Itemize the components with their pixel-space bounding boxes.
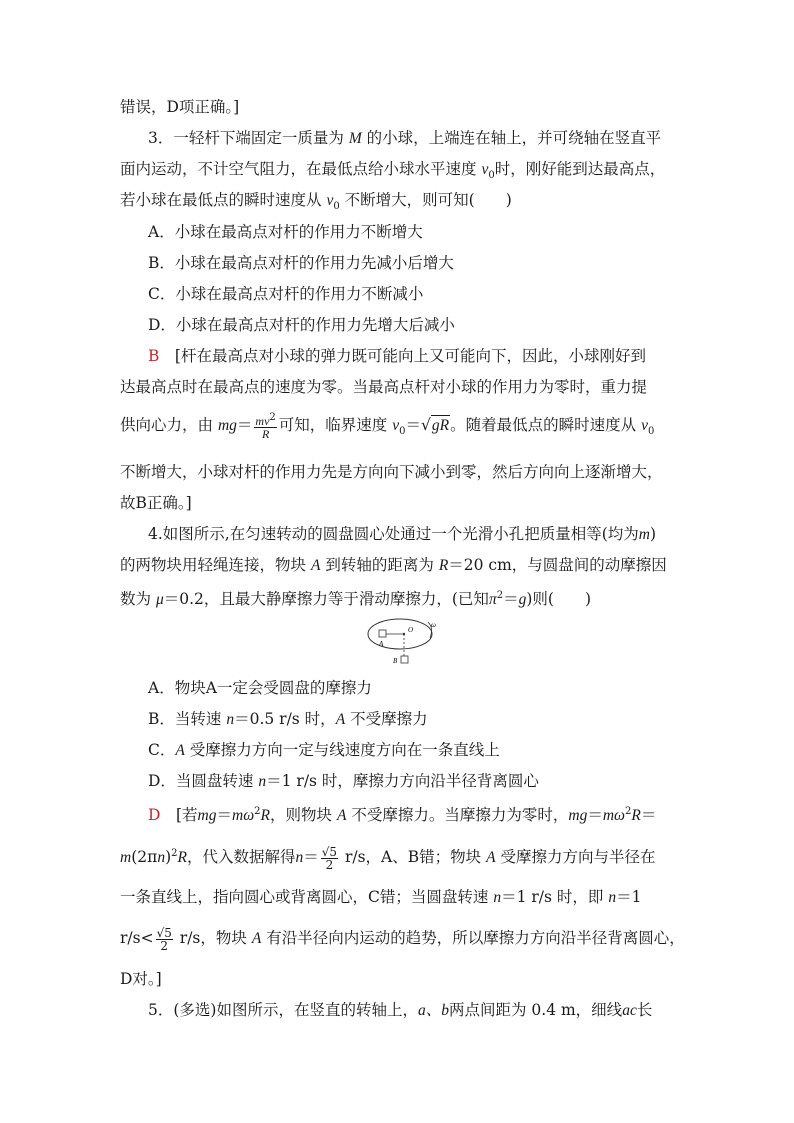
block-A — [379, 630, 386, 637]
option-A: A．物块A一定会受圆盘的摩擦力 — [148, 679, 372, 697]
answer-letter: D — [148, 806, 161, 825]
answer-4-line-5: D对。] — [120, 970, 162, 988]
question-4-line-1: 4.如图所示,在匀速转动的圆盘圆心处通过一个光滑小孔把质量相等(均为m) — [148, 525, 657, 543]
label-O: O — [408, 626, 414, 634]
rotating-disk-figure — [366, 614, 436, 666]
option-D: D．当圆盘转速 n＝1 r/s 时，摩擦力方向沿半径背离圆心 — [148, 772, 539, 790]
label-B: B — [393, 657, 398, 665]
center-hole — [403, 633, 405, 635]
option-B: B．小球在最高点对杆的作用力先减小后增大 — [148, 254, 454, 272]
answer-4-line-3: 一条直线上，指向圆心或背离圆心，C错；当圆盘转速 n＝1 r/s 时，即 n＝1 — [120, 888, 642, 906]
answer-3-line-5: 故B正确。] — [120, 494, 192, 512]
question-3-line-1: 3．一轻杆下端固定一质量为 M 的小球，上端连在轴上，并可绕轴在竖直平 — [148, 129, 662, 147]
answer-3-line-2: 达最高点时在最高点的速度为零。当最高点杆对小球的作用力为零时，重力提 — [120, 378, 648, 396]
question-3-line-3: 若小球在最低点的瞬时速度从 $v_0$ 不断增大，则可知( ) — [120, 191, 512, 213]
option-B: B．当转速 n＝0.5 r/s 时，A 不受摩擦力 — [148, 710, 428, 728]
option-C: C．小球在最高点对杆的作用力不断减小 — [148, 285, 424, 303]
fraction: $\frac{√5}{2}$ — [321, 844, 338, 872]
question-5-line-1: 5．(多选)如图所示，在竖直的转轴上，a、b两点间距为 0.4 m，细线ac长 — [148, 1001, 653, 1019]
label-omega: ω — [431, 621, 436, 629]
question-3-line-2: 面内运动，不计空气阻力，在最低点给小球水平速度 $v_0$时，刚好能到达最高点， — [120, 160, 666, 182]
answer-3-line-4: 不断增大，小球对杆的作用力先是方向向下减小到零，然后方向向上逐渐增大， — [120, 463, 663, 481]
answer-4-line-4: r/s< $\frac{√5}{2}$ r/s，物块 A 有沿半径向内运动的趋势，所以摩擦力方向沿半径背离圆心， — [120, 925, 685, 953]
label-A: A — [379, 640, 384, 648]
question-4-line-2: 的两物块用轻绳连接，物块 A 到转轴的距离为 R＝20 cm，与圆盘间的动摩擦因 — [120, 556, 667, 574]
option-A: A．小球在最高点对杆的作用力不断增大 — [148, 223, 423, 241]
block-B — [401, 656, 408, 663]
option-C: C．A 受摩擦力方向一定与线速度方向在一条直线上 — [148, 741, 500, 759]
answer-3-line-3: 供向心力，由 mg＝ $\frac{mv^2}{R}$ 可知，临界速度 $v_0=√gR$。随着最低点的瞬时速度从 $v_0$ — [120, 412, 655, 441]
fraction: $\frac{mv^2}{R}$ — [255, 412, 276, 441]
answer-letter: B — [148, 347, 160, 365]
answer-4-line-1: D [若$mg=m\omega^2R$，则物块 A 不受摩擦力。当摩擦力为零时，$mg=m\omega^2R=$ — [148, 806, 657, 825]
answer-4-line-2: $m(2\pi n)^2R$，代入数据解得n＝ $\frac{√5}{2}$ r/s，A、B错；物块 A 受摩擦力方向与半径在 — [120, 844, 656, 872]
option-D: D．小球在最高点对杆的作用力先增大后减小 — [148, 316, 455, 334]
answer-3-line-1: B [杆在最高点对小球的弹力既可能向上又可能向下，因此，小球刚好到 — [148, 347, 646, 365]
text-line: 错误，D项正确。] — [120, 98, 240, 116]
fraction: $\frac{√5}{2}$ — [156, 925, 172, 953]
question-4-line-3: 数为 μ＝0.2，且最大静摩擦力等于滑动摩擦力，(已知$\pi^2=g$)则( ) — [120, 590, 591, 609]
